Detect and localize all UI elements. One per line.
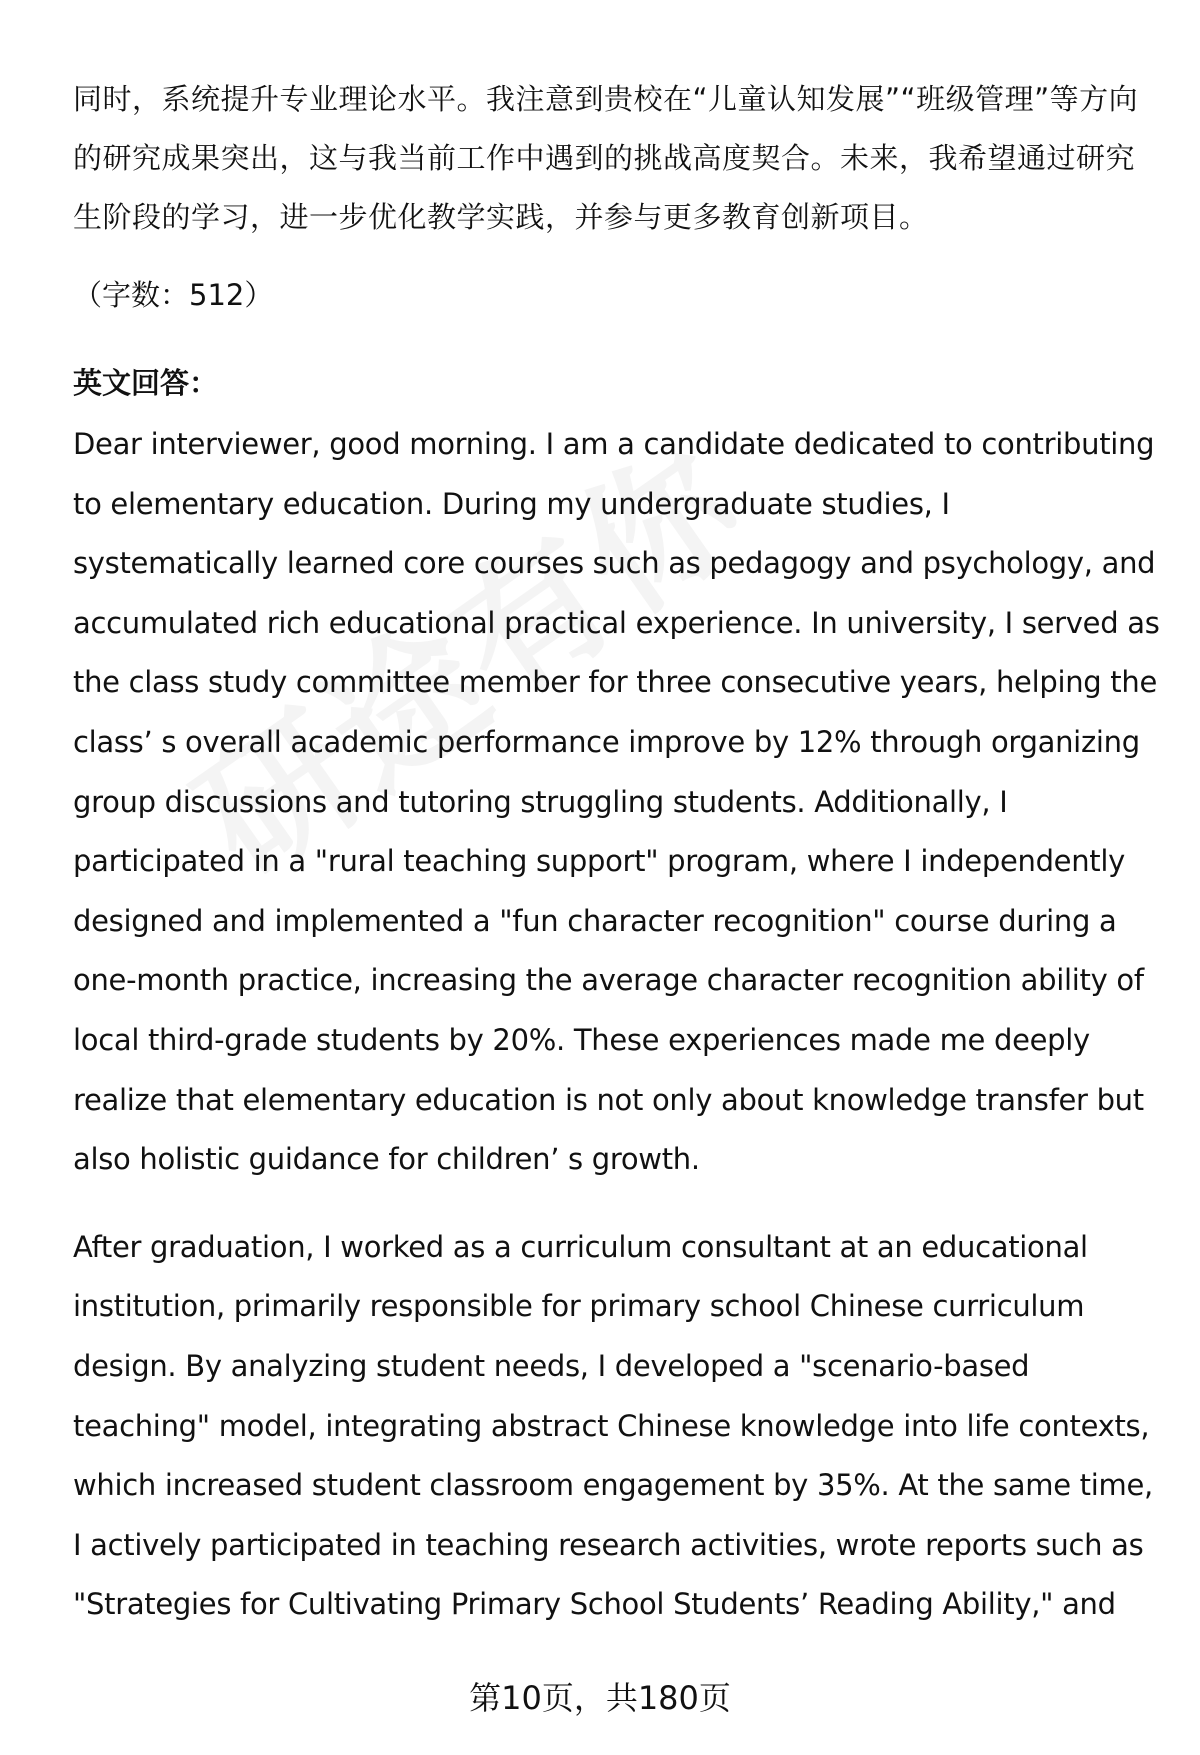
english-paragraph-1: Dear interviewer, good morning. I am a candidate dedicated to contributing to elementary education. During my undergraduate studies, I systematically learned core courses such as pedagogy and psychology, and accumulated rich educational practical experience. In university, I served as the class study committee member for three consecutive years, helping the class’ s overall academic performance improve by 12% through organizing group discussions and tutoring struggling students. Additionally, I participated in a "rural teaching support" program, where I independently designed and implemented a "fun character recognition" course during a one-month practice, increasing the average character recognition ability of local third-grade students by 20%. These experiences made me deeply realize that elementary education is not only about knowledge transfer but also holistic guidance for children’ s growth. [73, 427, 1160, 1177]
page-number-footer: 第10页，共180页 [469, 1679, 731, 1717]
word-count: （字数：512） [73, 278, 274, 312]
english-paragraph-2: After graduation, I worked as a curriculum consultant at an educational institution, primarily responsible for primary school Chinese curriculum design. By analyzing student needs, I developed a "scenario-based teaching" model, integrating abstract Chinese knowledge into life contexts, which increased student classroom engagement by 35%. At the same time, I actively participated in teaching research activities, wrote reports such as "Strategies for Cultivating Primary School Students’ Reading Ability," and [73, 1229, 1153, 1622]
page-content [73, 70, 1163, 1635]
chinese-answer-paragraph: 同时，系统提升专业理论水平。我注意到贵校在“儿童认知发展”“班级管理”等方向的研究成果突出，这与我当前工作中遇到的挑战高度契合。未来，我希望通过研究生阶段的学习，进一步优化教学实践，并参与更多教育创新项目。 [73, 82, 1139, 234]
english-answer-heading: 英文回答： [73, 366, 219, 400]
